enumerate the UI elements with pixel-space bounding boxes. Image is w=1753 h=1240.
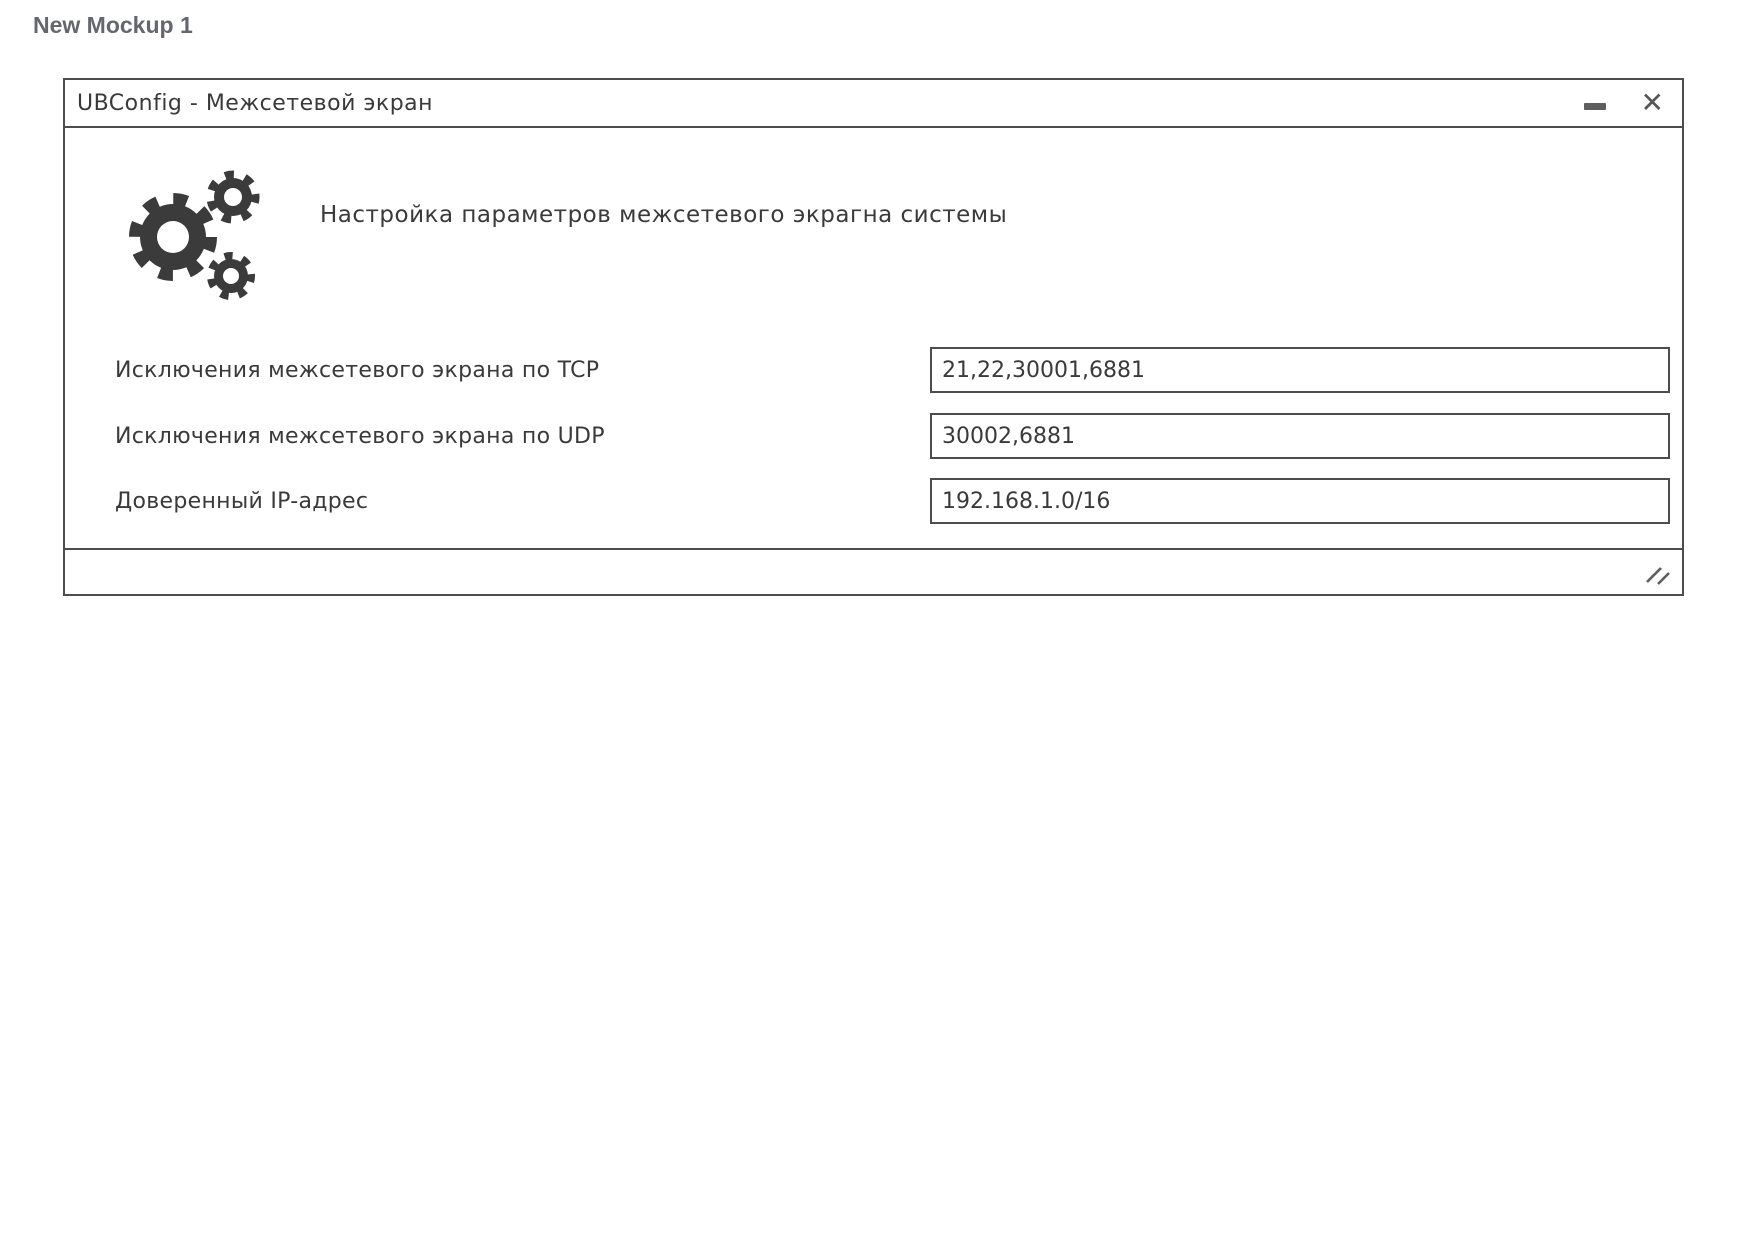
close-icon[interactable]: ✕	[1640, 86, 1664, 119]
minimize-dash	[1584, 103, 1606, 110]
field-row-tcp-exceptions	[65, 347, 1682, 393]
udp-exceptions-label: Исключения межсетевого экрана по UDP	[115, 423, 605, 449]
resize-grip-icon[interactable]	[1644, 565, 1672, 587]
window-title: UBConfig - Межсетевой экран	[77, 90, 434, 116]
udp-exceptions-input[interactable]	[930, 413, 1670, 459]
trusted-ip-input[interactable]	[930, 478, 1670, 524]
gears-icon	[113, 162, 269, 302]
field-row-udp-exceptions	[65, 413, 1682, 459]
window-titlebar[interactable]	[65, 80, 1682, 128]
window-controls	[1583, 86, 1664, 119]
trusted-ip-label: Доверенный IP-адрес	[115, 488, 369, 514]
ubconfig-window	[63, 78, 1684, 596]
page-title: New Mockup 1	[33, 12, 193, 38]
minimize-icon[interactable]	[1583, 91, 1607, 115]
tcp-exceptions-label: Исключения межсетевого экрана по TCP	[115, 357, 600, 383]
field-row-trusted-ip	[65, 478, 1682, 524]
status-bar	[65, 548, 1682, 594]
tcp-exceptions-input[interactable]	[930, 347, 1670, 393]
window-caption: Настройка параметров межсетевого экрагна системы	[320, 202, 1008, 228]
